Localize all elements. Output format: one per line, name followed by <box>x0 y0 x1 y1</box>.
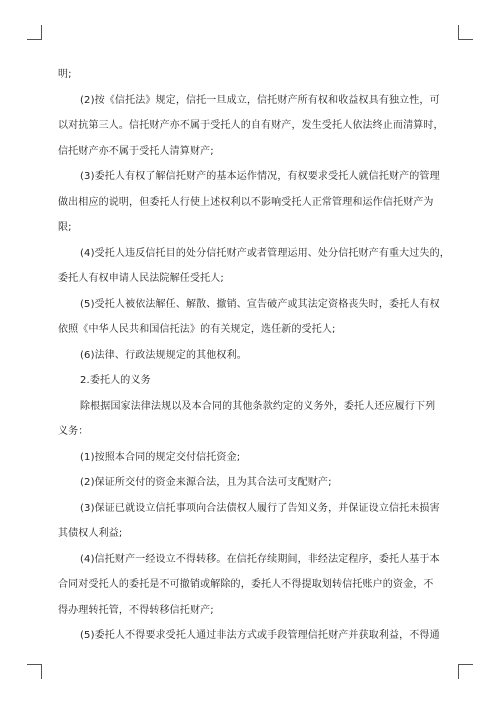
text-line: (1)按照本合同的规定交付信托资金; <box>80 451 241 463</box>
text-line: 以对抗第三人。信托财产亦不属于受托人的自有财产，发生受托人依法终止而清算时， <box>58 120 444 131</box>
text-line: 得办理转托管，不得转移信托财产; <box>58 604 214 616</box>
text-line: 合同对受托人的委托是不可撤销或解除的，委托人不得提取划转信托账户的资金，不 <box>58 579 434 590</box>
crop-mark-bottom-left <box>27 664 42 679</box>
text-line: 限; <box>58 222 72 233</box>
text-line: (5)委托人不得要求受托人通过非法方式或手段管理信托财产并获取利益，不得通 <box>80 630 440 641</box>
crop-mark-bottom-right <box>458 664 473 679</box>
crop-mark-top-left <box>27 25 42 40</box>
text-line: (3)委托人有权了解信托财产的基本运作情况，有权要求受托人就信托财产的管理 <box>80 171 440 182</box>
document-body <box>58 62 450 649</box>
text-line: (4)受托人违反信托目的处分信托财产或者管理运用、处分信托财产有重大过失的， <box>80 247 450 259</box>
text-line: 依照《中华人民共和国信托法》的有关规定，选任新的受托人; <box>58 324 336 335</box>
text-line: (6)法律、行政法规规定的其他权利。 <box>80 349 247 361</box>
text-line: 明; <box>58 69 72 80</box>
section-heading: 2.委托人的义务 <box>80 375 151 386</box>
text-line: 其债权人利益; <box>58 528 123 539</box>
text-line: 除根据国家法律法规以及本合同的其他条款约定的义务外，委托人还应履行下列 <box>80 400 436 412</box>
text-line: (4)信托财产一经设立不得转移。在信托存续期间，非经法定程序，委托人基于本 <box>80 553 440 565</box>
text-line: 委托人有权申请人民法院解任受托人; <box>58 273 224 284</box>
text-line: (2)按《信托法》规定，信托一旦成立，信托财产所有权和收益权具有独立性，可 <box>80 94 440 106</box>
text-line: (3)保证已就设立信托事项向合法债权人履行了告知义务，并保证设立信托未损害 <box>80 502 440 514</box>
text-line: 做出相应的说明，但委托人行使上述权利以不影响受托人正常管理和运作信托财产为 <box>58 196 434 208</box>
text-line: (2)保证所交付的资金来源合法，且为其合法可支配财产; <box>80 477 332 488</box>
crop-mark-top-right <box>458 25 473 40</box>
text-line: 义务： <box>58 426 89 437</box>
text-line: 信托财产亦不属于受托人清算财产; <box>58 145 214 157</box>
text-line: (5)受托人被依法解任、解散、撤销、宣告破产或其法定资格丧失时，委托人有权 <box>80 298 440 310</box>
